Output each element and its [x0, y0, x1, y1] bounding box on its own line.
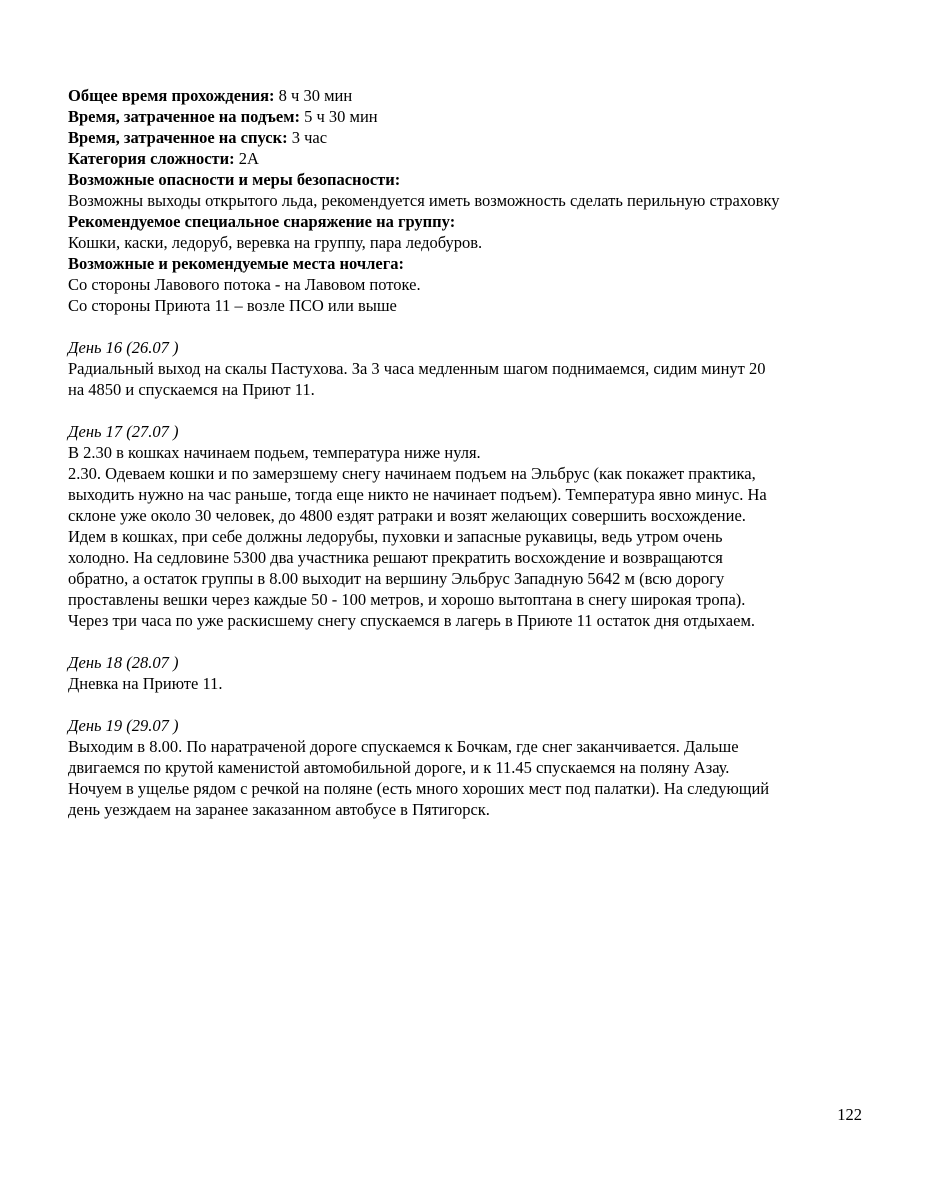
day-text-line: двигаемся по крутой каменистой автомобильной дороге, и к 11.45 спускаемся на поляну Азау.: [68, 758, 730, 777]
day-16: [68, 337, 868, 400]
camps-line: Со стороны Лавового потока - на Лавовом потоке.: [68, 275, 421, 294]
route-summary: [68, 85, 868, 316]
summary-value: 8 ч 30 мин: [274, 86, 353, 105]
page-number: 122: [837, 1105, 862, 1124]
day-title: День 16 (26.07 ): [68, 338, 179, 357]
day-text-line: на 4850 и спускаемся на Приют 11.: [68, 380, 315, 399]
summary-label: Время, затраченное на спуск:: [68, 128, 288, 147]
day-text-line: Дневка на Приюте 11.: [68, 674, 223, 693]
summary-value: 3 час: [287, 128, 328, 147]
day-text-line: день уезждаем на заранее заказанном автобусе в Пятигорск.: [68, 800, 490, 819]
day-text-line: проставлены вешки через каждые 50 - 100 метров, и хорошо вытоптана в снегу широкая тропа).: [68, 590, 746, 609]
day-title: День 19 (29.07 ): [68, 716, 179, 735]
summary-total-time: [68, 85, 868, 106]
day-text-line: Через три часа по уже раскисшему снегу спускаемся в лагерь в Приюте 11 остаток дня отдыхаем.: [68, 611, 756, 630]
summary-value: 2А: [234, 149, 259, 168]
day-text-line: выходить нужно на час раньше, тогда еще никто не начинает подъем). Температура явно минус. На: [68, 485, 767, 504]
day-19: [68, 715, 868, 820]
day-text-line: склоне уже около 30 человек, до 4800 ездят ратраки и возят желающих совершить восхождение.: [68, 506, 746, 525]
dangers-text: Возможны выходы открытого льда, рекомендуется иметь возможность сделать перильную страховку: [68, 191, 780, 210]
day-text-line: В 2.30 в кошках начинаем подьем, температура ниже нуля.: [68, 443, 481, 462]
day-title: День 18 (28.07 ): [68, 653, 179, 672]
camps-line: Со стороны Приюта 11 – возле ПСО или выше: [68, 296, 397, 315]
day-text-line: Выходим в 8.00. По наратраченой дороге спускаемся к Бочкам, где снег заканчивается. Дальше: [68, 737, 739, 756]
day-17: [68, 421, 868, 631]
day-text-line: 2.30. Одеваем кошки и по замерзшему снегу начинаем подъем на Эльбрус (как покажет практика,: [68, 464, 756, 483]
summary-label: Общее время прохождения:: [68, 86, 275, 105]
equipment-heading: Рекомендуемое специальное снаряжение на группу:: [68, 212, 456, 231]
day-text-line: Идем в кошках, при себе должны ледорубы, пуховки и запасные рукавицы, ведь утром очень: [68, 527, 723, 546]
document-page: [68, 85, 868, 820]
day-text-line: обратно, а остаток группы в 8.00 выходит на вершину Эльбрус Западную 5642 м (всю дорогу: [68, 569, 725, 588]
camps-heading: Возможные и рекомендуемые места ночлега:: [68, 254, 404, 273]
day-text-line: Радиальный выход на скалы Пастухова. За 3 часа медленным шагом поднимаемся, сидим минут 20: [68, 359, 766, 378]
day-text-line: холодно. На седловине 5300 два участника решают прекратить восхождение и возвращаются: [68, 548, 723, 567]
summary-ascent-time: [68, 106, 868, 127]
day-18: [68, 652, 868, 694]
summary-difficulty: [68, 148, 868, 169]
summary-label: Категория сложности:: [68, 149, 235, 168]
dangers-heading: Возможные опасности и меры безопасности:: [68, 170, 401, 189]
day-title: День 17 (27.07 ): [68, 422, 179, 441]
day-text-line: Ночуем в ущелье рядом с речкой на поляне (есть много хороших мест под палатки). На следующий: [68, 779, 770, 798]
summary-label: Время, затраченное на подъем:: [68, 107, 300, 126]
equipment-text: Кошки, каски, ледоруб, веревка на группу, пара ледобуров.: [68, 233, 483, 252]
summary-value: 5 ч 30 мин: [299, 107, 378, 126]
summary-descent-time: [68, 127, 868, 148]
